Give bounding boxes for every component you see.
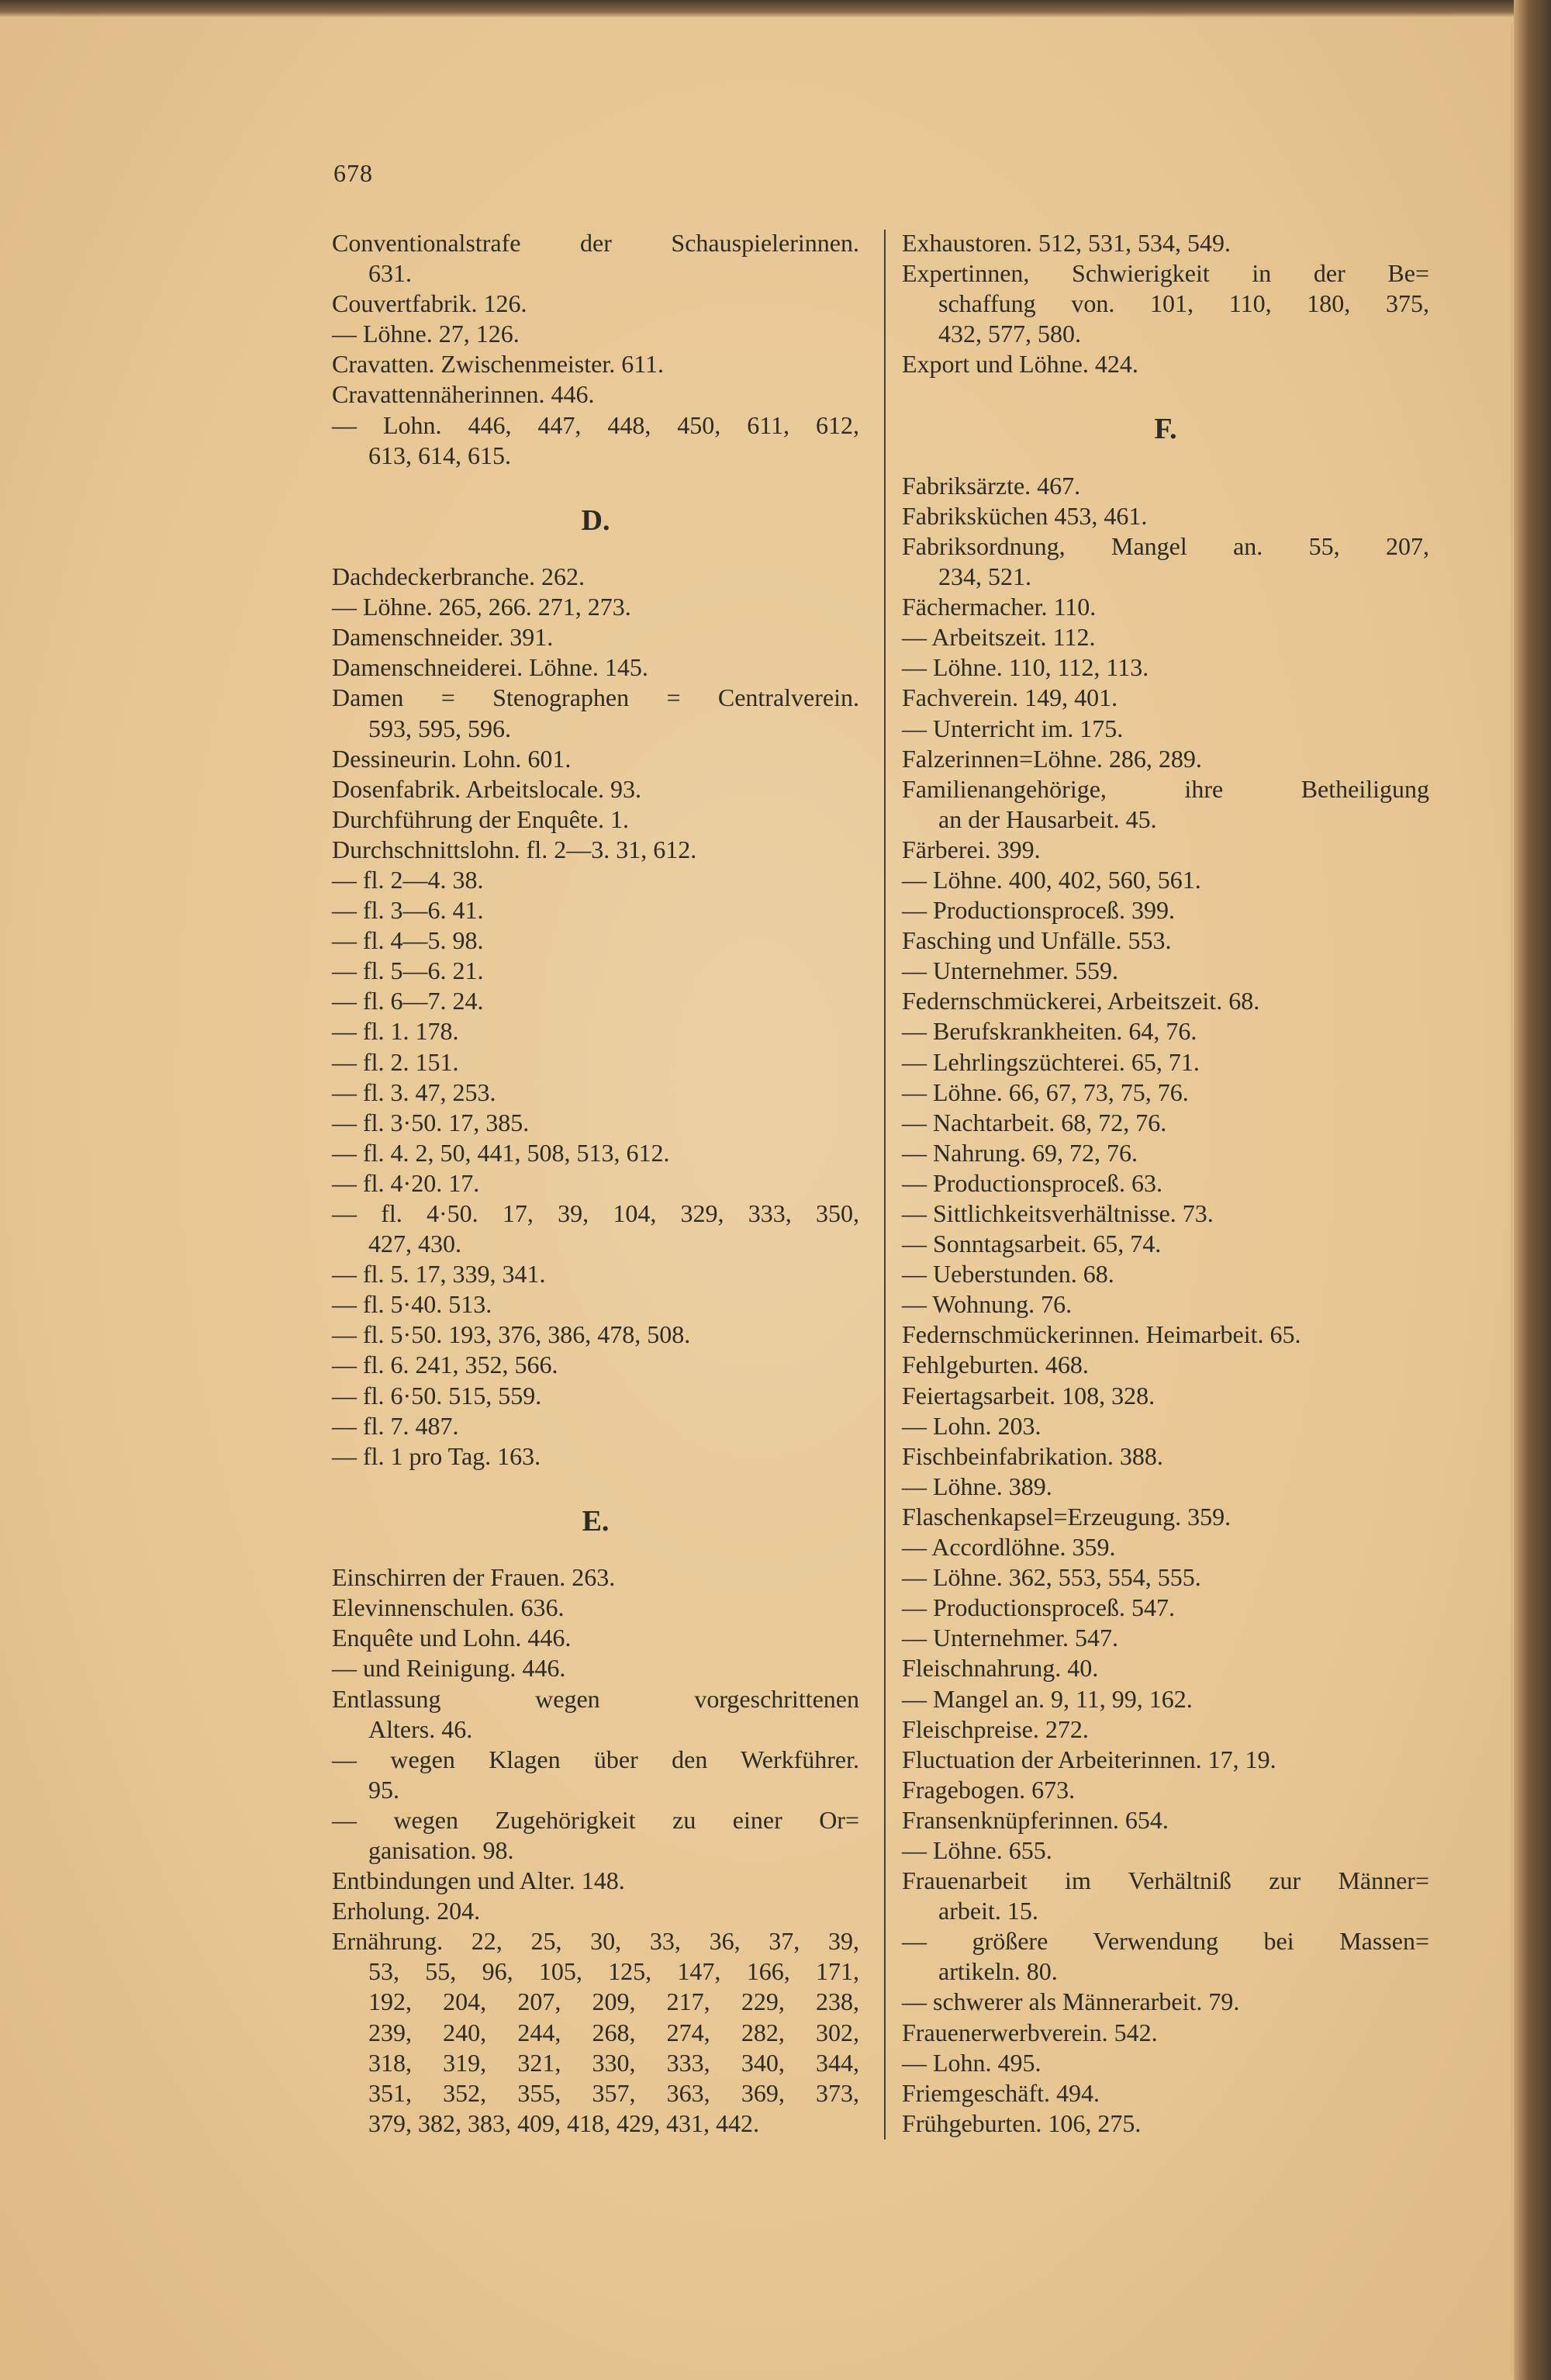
index-entry-line: Färberei. 399.: [902, 835, 1041, 863]
index-entry: [902, 1653, 1429, 1683]
index-entry-continuation: 593, 595, 596.: [368, 714, 511, 742]
index-entry: [332, 986, 859, 1016]
index-entry-line: Falzerinnen=Löhne. 286, 289.: [902, 744, 1202, 773]
index-entry: [902, 1926, 1429, 1987]
index-entry-continuation: ganisation. 98.: [368, 1836, 514, 1864]
index-entry: [902, 1987, 1429, 2017]
index-entry: [332, 1441, 859, 1472]
index-entry-line: Enquête und Lohn. 446.: [332, 1624, 572, 1652]
index-entry: [902, 1532, 1429, 1562]
index-entry-line: — Löhne. 265, 266. 271, 273.: [332, 593, 631, 621]
index-entry: [332, 683, 859, 743]
index-entry-continuation: 192, 204, 207, 209, 217, 229, 238,: [368, 1987, 859, 2016]
index-entry: [332, 744, 859, 774]
index-entry: [902, 1745, 1429, 1775]
index-entry: [332, 1411, 859, 1441]
index-entry-continuation: 432, 577, 580.: [938, 320, 1081, 348]
index-entry: [332, 1866, 859, 1896]
index-entry: [902, 1168, 1429, 1199]
index-entry-line: — Löhne. 362, 553, 554, 555.: [902, 1563, 1201, 1592]
index-entry-line: — Sittlichkeitsverhältnisse. 73.: [902, 1199, 1214, 1228]
index-entry-line: — Unterricht im. 175.: [902, 714, 1124, 742]
index-entry: [332, 1199, 859, 1259]
index-entry: [332, 1896, 859, 1926]
index-entry: [902, 1684, 1429, 1714]
index-entry: [902, 2108, 1429, 2139]
index-entry-continuation: 427, 430.: [368, 1230, 461, 1258]
index-entry-line: — größere Verwendung bei Massen=: [902, 1927, 1429, 1956]
index-entry: [902, 1562, 1429, 1593]
index-column-left: [332, 228, 859, 2139]
index-entry-line: — fl. 5—6. 21.: [332, 956, 484, 985]
index-entry-line: — Lohn. 495.: [902, 2048, 1041, 2077]
index-entry-line: — fl. 3. 47, 253.: [332, 1078, 496, 1106]
index-entry-line: — fl. 5·50. 193, 376, 386, 478, 508.: [332, 1320, 691, 1349]
index-entry: [332, 622, 859, 652]
index-entry: [902, 1835, 1429, 1866]
index-entry: [902, 925, 1429, 956]
index-entry: [902, 1805, 1429, 1835]
index-entry-line: — fl. 4. 2, 50, 441, 508, 513, 612.: [332, 1138, 670, 1167]
index-entry-line: Expertinnen, Schwierigkeit in der Be=: [902, 259, 1429, 288]
page-edge: [1511, 23, 1513, 2374]
index-entry-continuation: arbeit. 15.: [938, 1897, 1038, 1925]
index-entry-line: Fleischpreise. 272.: [902, 1714, 1089, 1743]
index-entry-continuation: an der Hausarbeit. 45.: [938, 804, 1157, 833]
index-entry-line: — Unternehmer. 547.: [902, 1624, 1119, 1652]
index-entry-line: Federnschmückerei, Arbeitszeit. 68.: [902, 987, 1260, 1015]
index-entry: [902, 865, 1429, 895]
index-entry-line: Fragebogen. 673.: [902, 1775, 1076, 1804]
index-entry-continuation: schaffung von. 101, 110, 180, 375,: [938, 289, 1429, 318]
index-entry-continuation: Alters. 46.: [368, 1714, 473, 1743]
index-entry-line: Familienangehörige, ihre Betheiligung: [902, 774, 1429, 803]
index-entry: [332, 1684, 859, 1745]
index-entry-line: Conventionalstrafe der Schauspielerinnen.: [332, 229, 859, 257]
index-entry: [902, 1775, 1429, 1805]
index-entry-line: — Berufskrankheiten. 64, 76.: [902, 1017, 1197, 1046]
index-entry-line: — fl. 4—5. 98.: [332, 926, 484, 955]
index-entry: [902, 1289, 1429, 1320]
index-entry-line: — Löhne. 389.: [902, 1472, 1052, 1500]
index-entry-line: — fl. 1 pro Tag. 163.: [332, 1441, 541, 1470]
index-entry: [332, 835, 859, 865]
index-entry-continuation: 379, 382, 383, 409, 418, 429, 431, 442.: [368, 2108, 759, 2137]
index-entry: [902, 1381, 1429, 1411]
index-entry: [902, 1199, 1429, 1229]
column-divider: [884, 230, 886, 2140]
index-entry-line: — fl. 7. 487.: [332, 1411, 459, 1440]
index-entry: [902, 1138, 1429, 1168]
index-entry-continuation: 239, 240, 244, 268, 274, 282, 302,: [368, 2018, 859, 2046]
index-entry-line: — Productionsproceß. 547.: [902, 1593, 1175, 1622]
index-entry-line: — Löhne. 27, 126.: [332, 320, 520, 348]
index-entry: [902, 956, 1429, 986]
index-entry-line: — fl. 1. 178.: [332, 1017, 459, 1046]
index-entry-line: Entlassung wegen vorgeschrittenen: [332, 1684, 859, 1713]
index-entry-line: — Löhne. 655.: [902, 1835, 1052, 1864]
index-entry: [332, 1653, 859, 1683]
index-entry: [902, 1016, 1429, 1046]
index-entry-line: — Wohnung. 76.: [902, 1290, 1073, 1319]
index-entry-line: — fl. 6—7. 24.: [332, 987, 484, 1015]
index-entry-line: — Nahrung. 69, 72, 76.: [902, 1138, 1138, 1167]
index-entry: [332, 804, 859, 835]
index-entry: [332, 956, 859, 986]
index-entry: [332, 652, 859, 683]
index-entry-continuation: 351, 352, 355, 357, 363, 369, 373,: [368, 2078, 859, 2107]
scan-top-border: [0, 0, 1551, 17]
index-entry: [332, 1078, 859, 1108]
index-entry: [902, 1593, 1429, 1623]
index-entry-line: Fehlgeburten. 468.: [902, 1351, 1089, 1379]
index-entry: [332, 289, 859, 319]
index-entry: [902, 1078, 1429, 1108]
index-entry-line: Fischbeinfabrikation. 388.: [902, 1441, 1163, 1470]
index-entry: [332, 1289, 859, 1320]
index-entry: [902, 501, 1429, 531]
index-entry-line: — Ueberstunden. 68.: [902, 1260, 1114, 1289]
index-entry-line: Couvertfabrik. 126.: [332, 289, 527, 318]
index-entry: [332, 319, 859, 349]
index-entry-line: Friemgeschäft. 494.: [902, 2078, 1100, 2107]
index-entry: [902, 1714, 1429, 1745]
index-entry-line: Erholung. 204.: [332, 1897, 481, 1925]
index-entry-line: Damenschneiderei. Löhne. 145.: [332, 653, 648, 682]
index-entry-line: Fächermacher. 110.: [902, 593, 1097, 621]
index-entry-line: Dessineurin. Lohn. 601.: [332, 744, 572, 773]
index-entry-line: Feiertagsarbeit. 108, 328.: [902, 1381, 1155, 1410]
page-number: 678: [333, 159, 373, 187]
index-entry-line: — Unternehmer. 559.: [902, 956, 1119, 985]
index-entry-line: — fl. 5·40. 513.: [332, 1290, 492, 1319]
index-entry: [332, 1562, 859, 1593]
index-entry: [332, 1168, 859, 1199]
index-entry: [332, 228, 859, 289]
index-entry-line: — Löhne. 110, 112, 113.: [902, 653, 1149, 682]
index-entry: [902, 1411, 1429, 1441]
index-entry: [332, 592, 859, 622]
index-entry-line: Federnschmückerinnen. Heimarbeit. 65.: [902, 1320, 1301, 1349]
section-letter-heading: E.: [582, 1504, 610, 1538]
index-entry: [902, 895, 1429, 925]
index-entry: [332, 1745, 859, 1805]
section-letter-heading: F.: [1154, 413, 1177, 446]
index-entry: [902, 1350, 1429, 1380]
index-entry-line: — fl. 4·20. 17.: [332, 1168, 480, 1197]
index-entry-line: Fluctuation der Arbeiterinnen. 17, 19.: [902, 1745, 1276, 1773]
index-entry-line: — fl. 6. 241, 352, 566.: [332, 1351, 558, 1379]
index-entry-line: — und Reinigung. 446.: [332, 1654, 566, 1683]
index-entry: [902, 1259, 1429, 1289]
index-entry-line: Cravattennäherinnen. 446.: [332, 380, 595, 409]
index-entry-line: — wegen Zugehörigkeit zu einer Or=: [332, 1805, 859, 1834]
index-entry: [332, 410, 859, 471]
index-entry-line: Entbindungen und Alter. 148.: [332, 1866, 625, 1895]
index-entry: [902, 835, 1429, 865]
index-entry: [902, 1108, 1429, 1138]
index-entry-line: — Arbeitszeit. 112.: [902, 623, 1096, 652]
index-entry: [902, 592, 1429, 622]
index-entry: [332, 1108, 859, 1138]
index-entry: [902, 1047, 1429, 1078]
index-entry-line: Fabriksküchen 453, 461.: [902, 501, 1148, 530]
index-entry: [332, 1805, 859, 1866]
index-entry-line: — Accordlöhne. 359.: [902, 1533, 1116, 1562]
index-entry: [332, 895, 859, 925]
index-entry-line: Dosenfabrik. Arbeitslocale. 93.: [332, 774, 641, 803]
index-entry-line: — fl. 5. 17, 339, 341.: [332, 1260, 546, 1289]
index-entry-continuation: artikeln. 80.: [938, 1957, 1058, 1986]
index-entry-line: Elevinnenschulen. 636.: [332, 1593, 565, 1622]
index-entry-line: Einschirren der Frauen. 263.: [332, 1563, 616, 1592]
index-entry-line: Damenschneider. 391.: [332, 623, 554, 652]
index-entry: [902, 744, 1429, 774]
index-entry: [902, 1320, 1429, 1350]
index-entry-line: — wegen Klagen über den Werkführer.: [332, 1745, 859, 1773]
index-entry: [332, 925, 859, 956]
index-entry: [332, 1350, 859, 1380]
index-entry: [332, 1593, 859, 1623]
index-entry-line: Frauenarbeit im Verhältniß zur Männer=: [902, 1866, 1429, 1895]
index-entry: [332, 1016, 859, 1046]
index-entry: [902, 258, 1429, 349]
index-entry: [332, 1926, 859, 2139]
index-entry-line: — fl. 3·50. 17, 385.: [332, 1108, 530, 1136]
index-entry-line: Fleischnahrung. 40.: [902, 1654, 1099, 1683]
index-entry: [332, 349, 859, 379]
index-entry-line: — schwerer als Männerarbeit. 79.: [902, 1987, 1240, 2016]
index-entry-line: — fl. 6·50. 515, 559.: [332, 1381, 542, 1410]
index-entry-line: — Lohn. 446, 447, 448, 450, 611, 612,: [332, 410, 859, 439]
index-entry: [902, 531, 1429, 592]
index-entry: [902, 2018, 1429, 2048]
index-entry: [332, 1047, 859, 1078]
index-entry-line: Export und Löhne. 424.: [902, 350, 1138, 379]
index-entry: [902, 986, 1429, 1016]
index-entry-line: — Productionsproceß. 399.: [902, 896, 1175, 925]
index-entry-line: — Löhne. 66, 67, 73, 75, 76.: [902, 1078, 1189, 1106]
index-entry-line: Exhaustoren. 512, 531, 534, 549.: [902, 229, 1231, 257]
index-entry-line: — fl. 3—6. 41.: [332, 896, 484, 925]
section-letter-heading: D.: [581, 503, 610, 537]
index-entry: [902, 2048, 1429, 2078]
index-entry-continuation: 234, 521.: [938, 562, 1031, 591]
index-entry: [332, 774, 859, 804]
index-entry-line: — Lohn. 203.: [902, 1411, 1041, 1440]
index-entry-continuation: 53, 55, 96, 105, 125, 147, 166, 171,: [368, 1957, 859, 1986]
index-entry-line: Cravatten. Zwischenmeister. 611.: [332, 350, 665, 379]
index-entry: [902, 652, 1429, 683]
index-entry: [902, 1441, 1429, 1472]
index-entry: [332, 379, 859, 410]
index-entry-line: — fl. 2—4. 38.: [332, 865, 484, 894]
index-entry-line: Fabriksärzte. 467.: [902, 471, 1081, 500]
index-entry-line: Damen = Stenographen = Centralverein.: [332, 683, 859, 712]
index-entry: [902, 683, 1429, 713]
index-entry-continuation: 631.: [368, 259, 412, 288]
index-entry-line: — Sonntagsarbeit. 65, 74.: [902, 1230, 1162, 1258]
index-entry: [902, 228, 1429, 258]
scan-right-border: [1514, 0, 1551, 2380]
index-entry-line: — Löhne. 400, 402, 560, 561.: [902, 865, 1201, 894]
index-entry: [902, 2078, 1429, 2108]
index-entry-line: Durchführung der Enquête. 1.: [332, 804, 629, 833]
index-entry: [332, 1623, 859, 1653]
index-entry-continuation: 613, 614, 615.: [368, 441, 511, 469]
index-entry: [332, 1259, 859, 1289]
index-entry-line: Durchschnittslohn. fl. 2—3. 31, 612.: [332, 835, 697, 863]
index-entry: [332, 865, 859, 895]
index-entry-line: — Nachtarbeit. 68, 72, 76.: [902, 1108, 1167, 1136]
index-entry-line: Ernährung. 22, 25, 30, 33, 36, 37, 39,: [332, 1927, 859, 1956]
index-entry-line: — fl. 4·50. 17, 39, 104, 329, 333, 350,: [332, 1199, 859, 1228]
index-entry: [902, 622, 1429, 652]
index-entry: [902, 1623, 1429, 1653]
index-entry: [902, 774, 1429, 835]
index-entry-line: — fl. 2. 151.: [332, 1047, 459, 1076]
index-entry-line: Fabriksordnung, Mangel an. 55, 207,: [902, 531, 1429, 560]
index-entry: [902, 714, 1429, 744]
index-entry: [902, 1472, 1429, 1502]
index-entry-line: — Mangel an. 9, 11, 99, 162.: [902, 1684, 1193, 1713]
index-entry-line: Fachverein. 149, 401.: [902, 683, 1118, 712]
index-entry: [902, 1502, 1429, 1532]
index-entry: [332, 1381, 859, 1411]
index-entry-line: Frühgeburten. 106, 275.: [902, 2108, 1142, 2137]
index-entry: [902, 1229, 1429, 1259]
index-entry-continuation: 95.: [368, 1775, 399, 1804]
index-entry-line: Fransenknüpferinnen. 654.: [902, 1805, 1169, 1834]
index-entry: [902, 349, 1429, 379]
index-entry-line: — Lehrlingszüchterei. 65, 71.: [902, 1047, 1200, 1076]
index-entry-line: — Productionsproceß. 63.: [902, 1168, 1162, 1197]
index-entry-line: Flaschenkapsel=Erzeugung. 359.: [902, 1502, 1231, 1531]
index-entry-line: Frauenerwerbverein. 542.: [902, 2018, 1158, 2046]
index-entry-continuation: 318, 319, 321, 330, 333, 340, 344,: [368, 2048, 859, 2077]
index-entry-line: Fasching und Unfälle. 553.: [902, 926, 1172, 955]
index-entry: [332, 1320, 859, 1350]
index-entry: [332, 1138, 859, 1168]
index-column-right: [902, 228, 1429, 2139]
index-entry: [902, 1866, 1429, 1926]
index-entry-line: Dachdeckerbranche. 262.: [332, 562, 586, 591]
